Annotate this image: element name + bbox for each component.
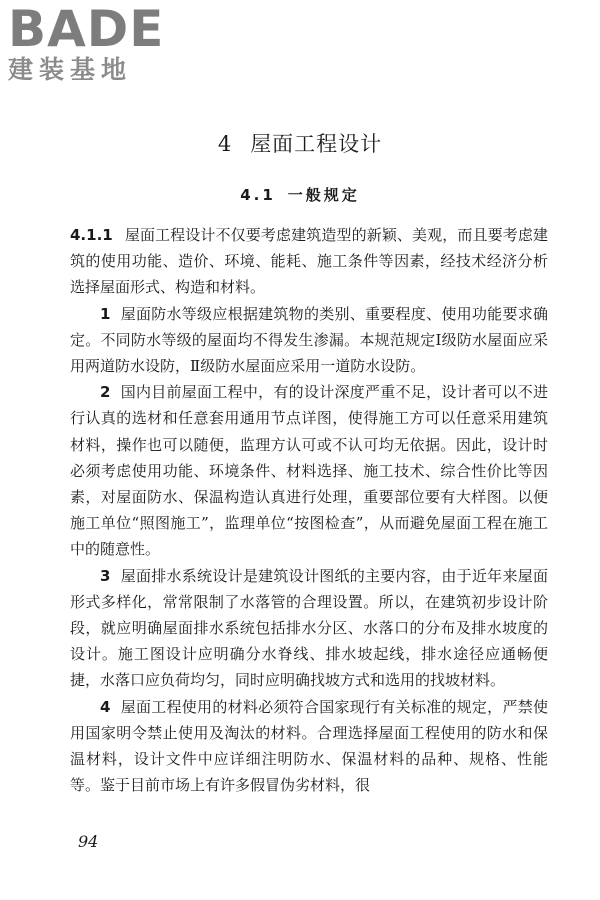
clause-paragraph xyxy=(70,222,548,301)
page-number: 94 xyxy=(78,832,99,851)
item-paragraph-3 xyxy=(70,563,548,694)
item-paragraph-4 xyxy=(70,694,548,799)
bade-logo xyxy=(8,0,178,84)
section-heading xyxy=(0,184,600,205)
clause-number: 4.1.1 xyxy=(70,226,113,244)
chapter-number: 4 xyxy=(217,132,233,156)
item-paragraph-1 xyxy=(70,301,548,380)
item-number: 3 xyxy=(100,566,111,585)
item-text: 国内目前屋面工程中，有的设计深度严重不足，设计者可以不进行认真的选材和任意套用通用节点详图，使得施工方可以任意采用建筑材料，操作也可以随便，监理方认可或不认可均无依据。因此，设计时必须考虑使用功能、环境条件、材料选择、施工技术、综合性价比等因素，对屋面防水、保温构造认真进行处理，重要部位要有大样图。以便施工单位“照图施工”，监理单位“按图检查”，从而避免屋面工程在施工中的随意性。 xyxy=(70,383,548,559)
section-number: 4.1 xyxy=(240,186,276,204)
item-text: 屋面排水系统设计是建筑设计图纸的主要内容，由于近年来屋面形式多样化，常常限制了水落管的合理设置。所以，在建筑初步设计阶段，就应明确屋面排水系统包括排水分区、水落口的分布及排水坡度的设计。施工图设计应明确分水脊线、排水坡起线，排水途径应通畅便捷，水落口应负荷均匀，同时应明确找坡方式和选用的找坡材料。 xyxy=(70,566,548,690)
logo-wordmark: BADE xyxy=(8,0,165,58)
item-paragraph-2 xyxy=(70,379,548,562)
logo-subtitle: 建装基地 xyxy=(8,55,133,84)
chapter-heading xyxy=(0,128,600,158)
clause-text: 屋面工程设计不仅要考虑建筑造型的新颖、美观，而且要考虑建筑的使用功能、造价、环境、能耗、施工条件等因素，经技术经济分析选择屋面形式、构造和材料。 xyxy=(70,226,548,297)
item-text: 屋面工程使用的材料必须符合国家现行有关标准的规定，严禁使用国家明令禁止使用及淘汰的材料。合理选择屋面工程使用的防水和保温材料，设计文件中应详细注明防水、保温材料的品种、规格、性能等。鉴于目前市场上有许多假冒伪劣材料，很 xyxy=(70,697,548,795)
item-number: 2 xyxy=(100,383,111,402)
item-text: 屋面防水等级应根据建筑物的类别、重要程度、使用功能要求确定。不同防水等级的屋面均不得发生渗漏。本规范规定Ⅰ级防水屋面应采用两道防水设防，Ⅱ级防水屋面应采用一道防水设防。 xyxy=(70,304,548,376)
document-body xyxy=(70,222,548,798)
item-number: 1 xyxy=(100,304,111,323)
chapter-title: 屋面工程设计 xyxy=(250,132,383,156)
section-title: 一般规定 xyxy=(287,186,360,204)
item-number: 4 xyxy=(100,697,111,716)
